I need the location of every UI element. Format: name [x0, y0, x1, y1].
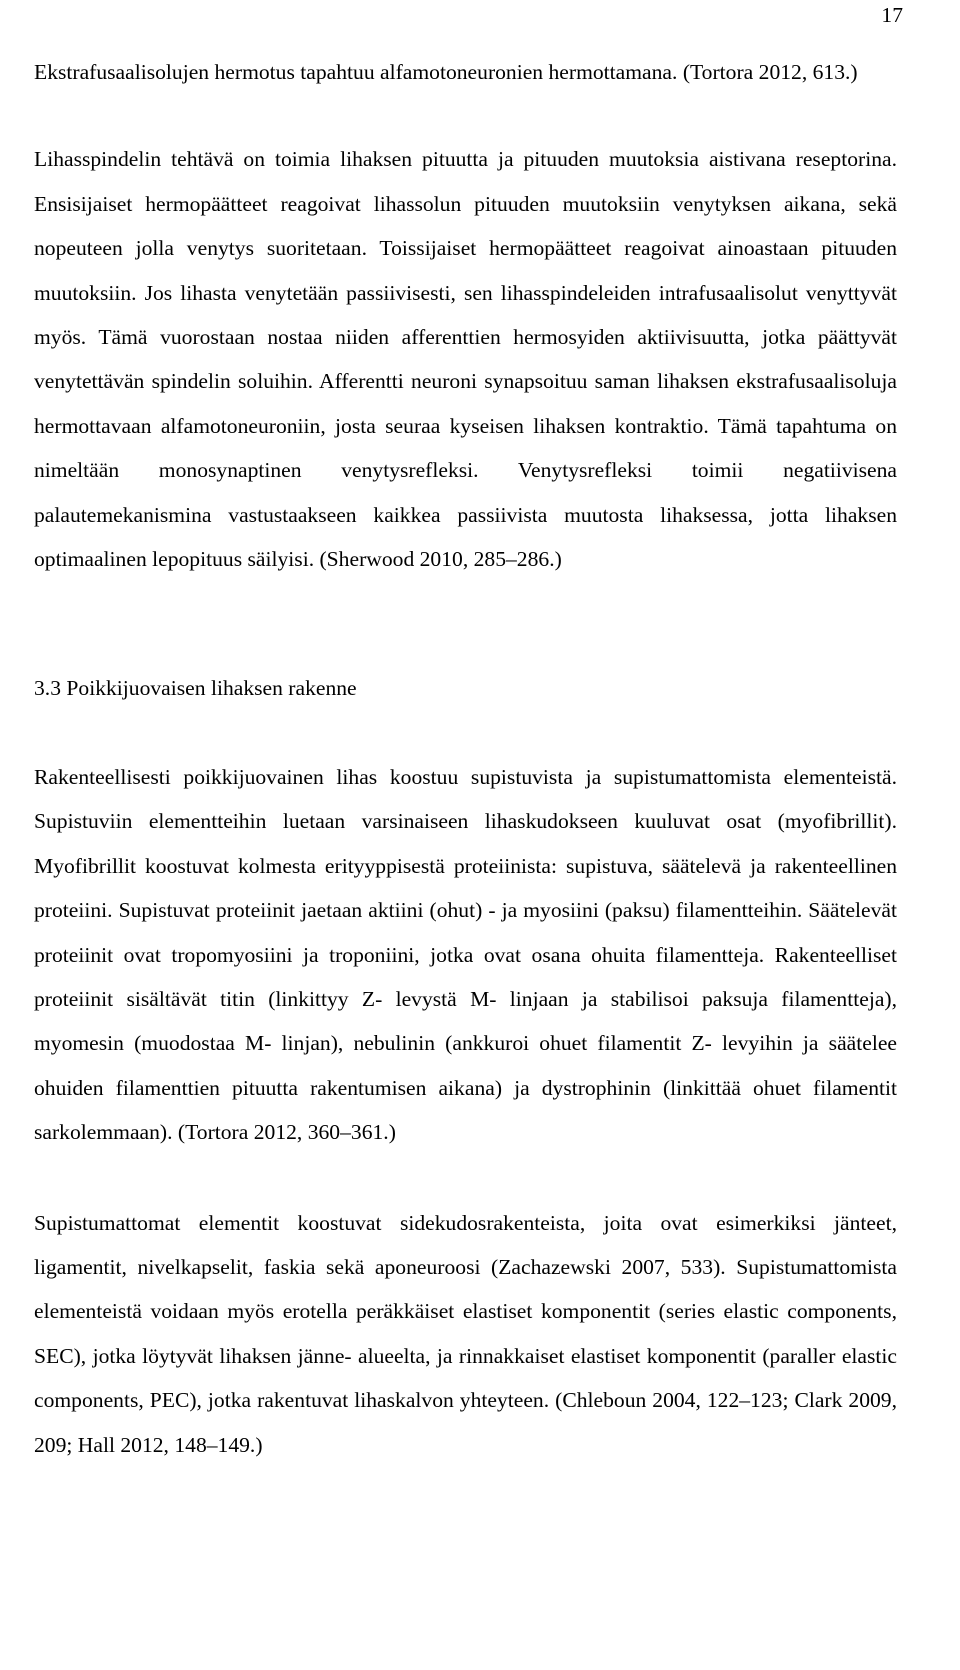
paragraph-noncontractile-elements: Supistumattomat elementit koostuvat sidekudosrakenteista, joita ovat esimerkiksi jänteet, ligamentit, nivelkapselit, faskia sekä aponeuroosi (Zachazewski 2007, 533). Supistumattomista elementeistä voidaan myös erotella peräkkäiset elastiset komponentit (series elastic components, SEC), jotka löytyvät lihaksen jänne- alueelta, ja rinnakkaiset elastiset komponentit (paraller elastic components, PEC), jotka rakentuvat lihaskalvon yhteyteen. (Chleboun 2004, 122–123; Clark 2009, 209; Hall 2012, 148–149.): [34, 1210, 897, 1457]
paragraph-gap: [34, 711, 897, 755]
paragraph-gap: [34, 1155, 897, 1201]
page-number: 17: [881, 3, 903, 27]
paragraph-muscle-structure: Rakenteellisesti poikkijuovainen lihas koostuu supistuvista ja supistumattomista elementeistä. Supistuviin elementteihin luetaan varsinaiseen lihaskudokseen kuuluvat osat (myofibrillit). Myofibrillit koostuvat kolmesta erityyppisestä proteiinista: supistuva, säätelevä ja rakenteellinen proteiini. Supistuvat proteiinit jaetaan aktiini (ohut) - ja myosiini (paksu) filamentteihin. Säätelevät proteiinit ovat tropomyosiini ja troponiini, jotka ovat osana ohuita filamentteja. Rakenteelliset proteiinit sisältävät titin (linkittyy Z- levystä M- linjaan ja stabilisoi paksuja filamentteja), myomesin (muodostaa M- linjan), nebulinin (ankkuroi ohuet filamentit Z- levyihin ja säätelee ohuiden filamenttien pituutta rakentumisen aikana) ja dystrophinin (linkittää ohuet filamentit sarkolemmaan). (Tortora 2012, 360–361.): [34, 764, 897, 1145]
paragraph-muscle-spindle: Lihasspindelin tehtävä on toimia lihaksen pituutta ja pituuden muutoksia aistivana reseptorina. Ensisijaiset hermopäätteet reagoivat lihassolun pituuden muutoksiin venytyksen aikana, sekä nopeuteen jolla venytys suoritetaan. Toissijaiset hermopäätteet reagoivat ainoastaan pituuden muutoksiin. Jos lihasta venytetään passiivisesti, sen lihasspindeleiden intrafusaalisolut venyttyvät myös. Tämä vuorostaan nostaa niiden afferenttien hermosyiden aktiivisuutta, jotka päättyvät venytettävän spindelin soluihin. Afferentti neuroni synapsoituu saman lihaksen ekstrafusaalisoluja hermottavaan alfamotoneuroniin, josta seuraa kyseisen lihaksen kontraktio. Tämä tapahtuma on nimeltään monosynaptinen venytysrefleksi. Venytysrefleksi toimii negatiivisena palautemekanismina vastustaakseen kaikkea passiivista muutosta lihaksessa, jotta lihaksen optimaalinen lepopituus säilyisi. (Sherwood 2010, 285–286.): [34, 147, 897, 572]
paragraph-gap: [34, 94, 897, 137]
paragraph-extrafusal-innervation: Ekstrafusaalisolujen hermotus tapahtuu alfamotoneuronien hermottamana. (Tortora 2012, 613.): [34, 60, 858, 84]
section-heading: 3.3 Poikkijuovaisen lihaksen rakenne: [34, 676, 357, 701]
section-gap: [34, 581, 897, 666]
page-content: [34, 50, 897, 1467]
